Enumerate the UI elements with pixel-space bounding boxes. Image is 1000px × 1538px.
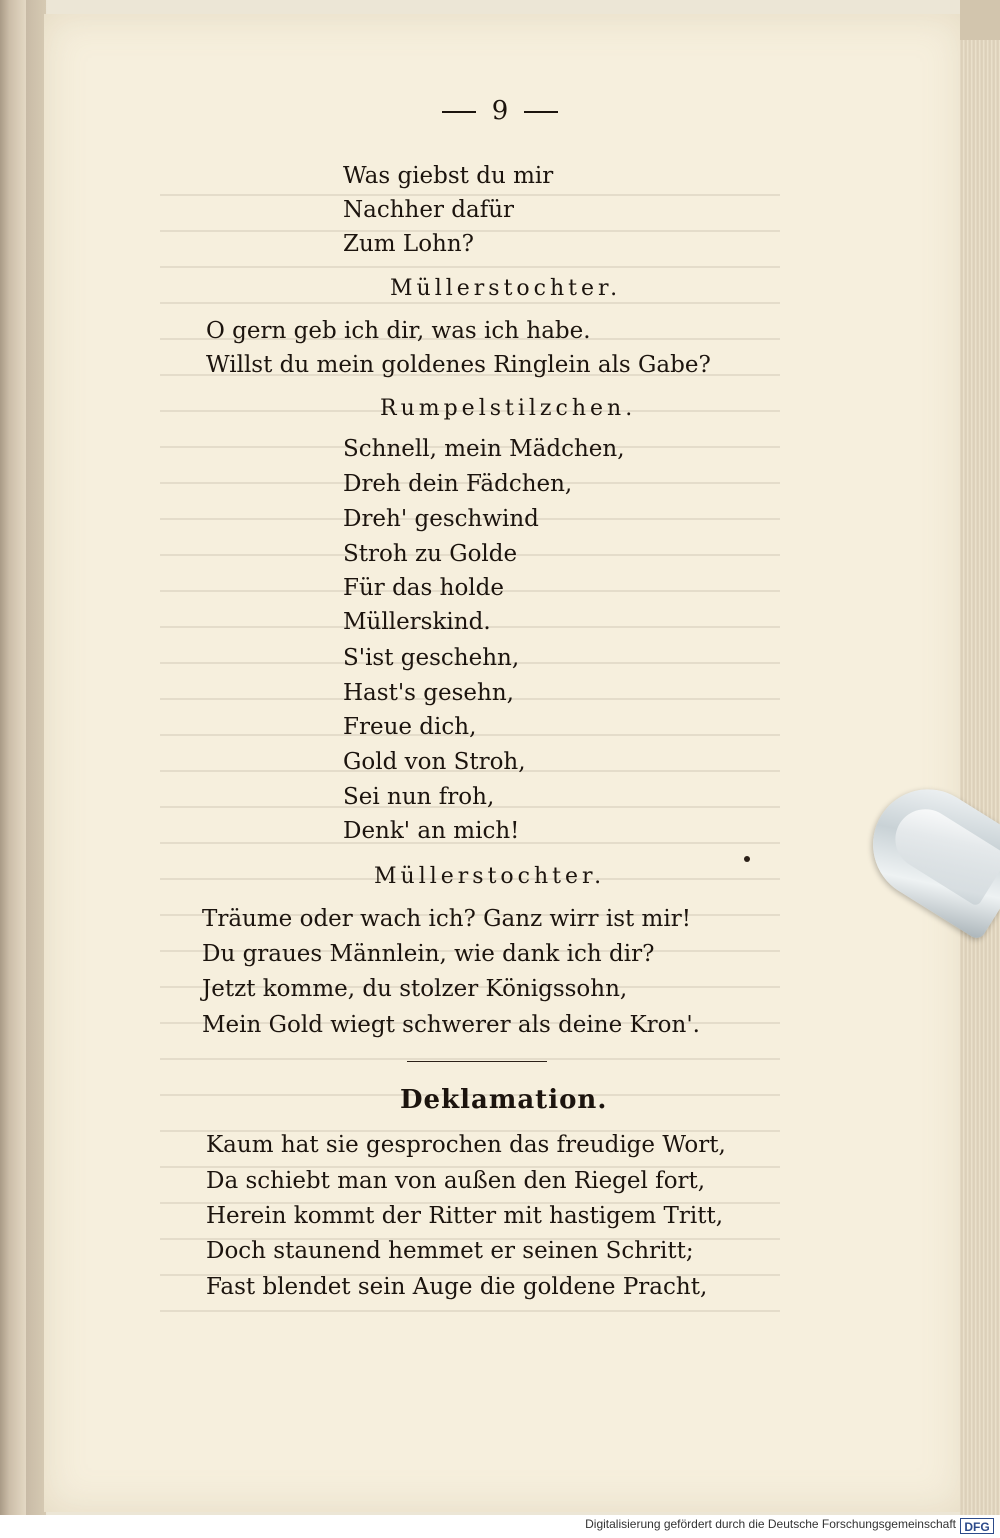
speaker-label: Rumpelstilzchen. bbox=[380, 396, 637, 421]
verse-line: Nachher dafür bbox=[343, 197, 515, 223]
section-divider bbox=[407, 1061, 547, 1062]
ink-spot bbox=[744, 856, 750, 862]
verse-line: Schnell, mein Mädchen, bbox=[343, 436, 625, 462]
footer-bar bbox=[0, 1515, 1000, 1538]
verse-line: Dreh' geschwind bbox=[343, 506, 539, 532]
verse-line: Gold von Stroh, bbox=[343, 749, 526, 775]
verse-line: Denk' an mich! bbox=[343, 818, 520, 844]
verse-line: Freue dich, bbox=[343, 714, 477, 740]
page-clamp-highlight bbox=[884, 798, 1000, 907]
speaker-label: Müllerstochter. bbox=[390, 276, 622, 301]
verse-line: Für das holde bbox=[343, 575, 504, 601]
verse-line: Müllerskind. bbox=[343, 609, 491, 635]
page-number-value: 9 bbox=[491, 96, 509, 126]
verse-line: S'ist geschehn, bbox=[343, 645, 520, 671]
verse-line: Zum Lohn? bbox=[343, 231, 474, 257]
verse-line: Du graues Männlein, wie dank ich dir? bbox=[202, 941, 655, 967]
verse-line: Was giebst du mir bbox=[343, 163, 554, 189]
page-number bbox=[0, 96, 1000, 126]
verse-line: Hast's gesehn, bbox=[343, 680, 514, 706]
page-fore-edge bbox=[960, 0, 1000, 1515]
verse-line: Mein Gold wiegt schwerer als deine Kron'. bbox=[202, 1012, 700, 1038]
verse-line: Dreh dein Fädchen, bbox=[343, 471, 573, 497]
verse-line: Träume oder wach ich? Ganz wirr ist mir! bbox=[202, 906, 691, 932]
page-number-dash-left bbox=[442, 111, 476, 113]
verse-line: O gern geb ich dir, was ich habe. bbox=[206, 318, 591, 344]
page-fore-edge-top bbox=[960, 0, 1000, 40]
verse-line: Sei nun froh, bbox=[343, 784, 495, 810]
footer-credit: Digitalisierung gefördert durch die Deutsche Forschungsgemeinschaft bbox=[585, 1517, 956, 1531]
verse-line: Stroh zu Golde bbox=[343, 541, 518, 567]
verse-line: Jetzt komme, du stolzer Königssohn, bbox=[202, 976, 628, 1002]
verse-line: Willst du mein goldenes Ringlein als Gabe? bbox=[206, 352, 711, 378]
verse-line: Kaum hat sie gesprochen das freudige Wort, bbox=[206, 1132, 726, 1158]
verse-line: Da schiebt man von außen den Riegel fort, bbox=[206, 1168, 706, 1194]
verse-line: Doch staunend hemmet er seinen Schritt; bbox=[206, 1238, 694, 1264]
verse-line: Fast blendet sein Auge die goldene Pracht, bbox=[206, 1274, 708, 1300]
speaker-label: Müllerstochter. bbox=[374, 864, 606, 889]
verse-line: Herein kommt der Ritter mit hastigem Tritt, bbox=[206, 1203, 724, 1229]
page-number-dash-right bbox=[524, 111, 558, 113]
section-heading: Deklamation. bbox=[400, 1085, 608, 1115]
dfg-logo-icon: DFG bbox=[960, 1518, 994, 1534]
